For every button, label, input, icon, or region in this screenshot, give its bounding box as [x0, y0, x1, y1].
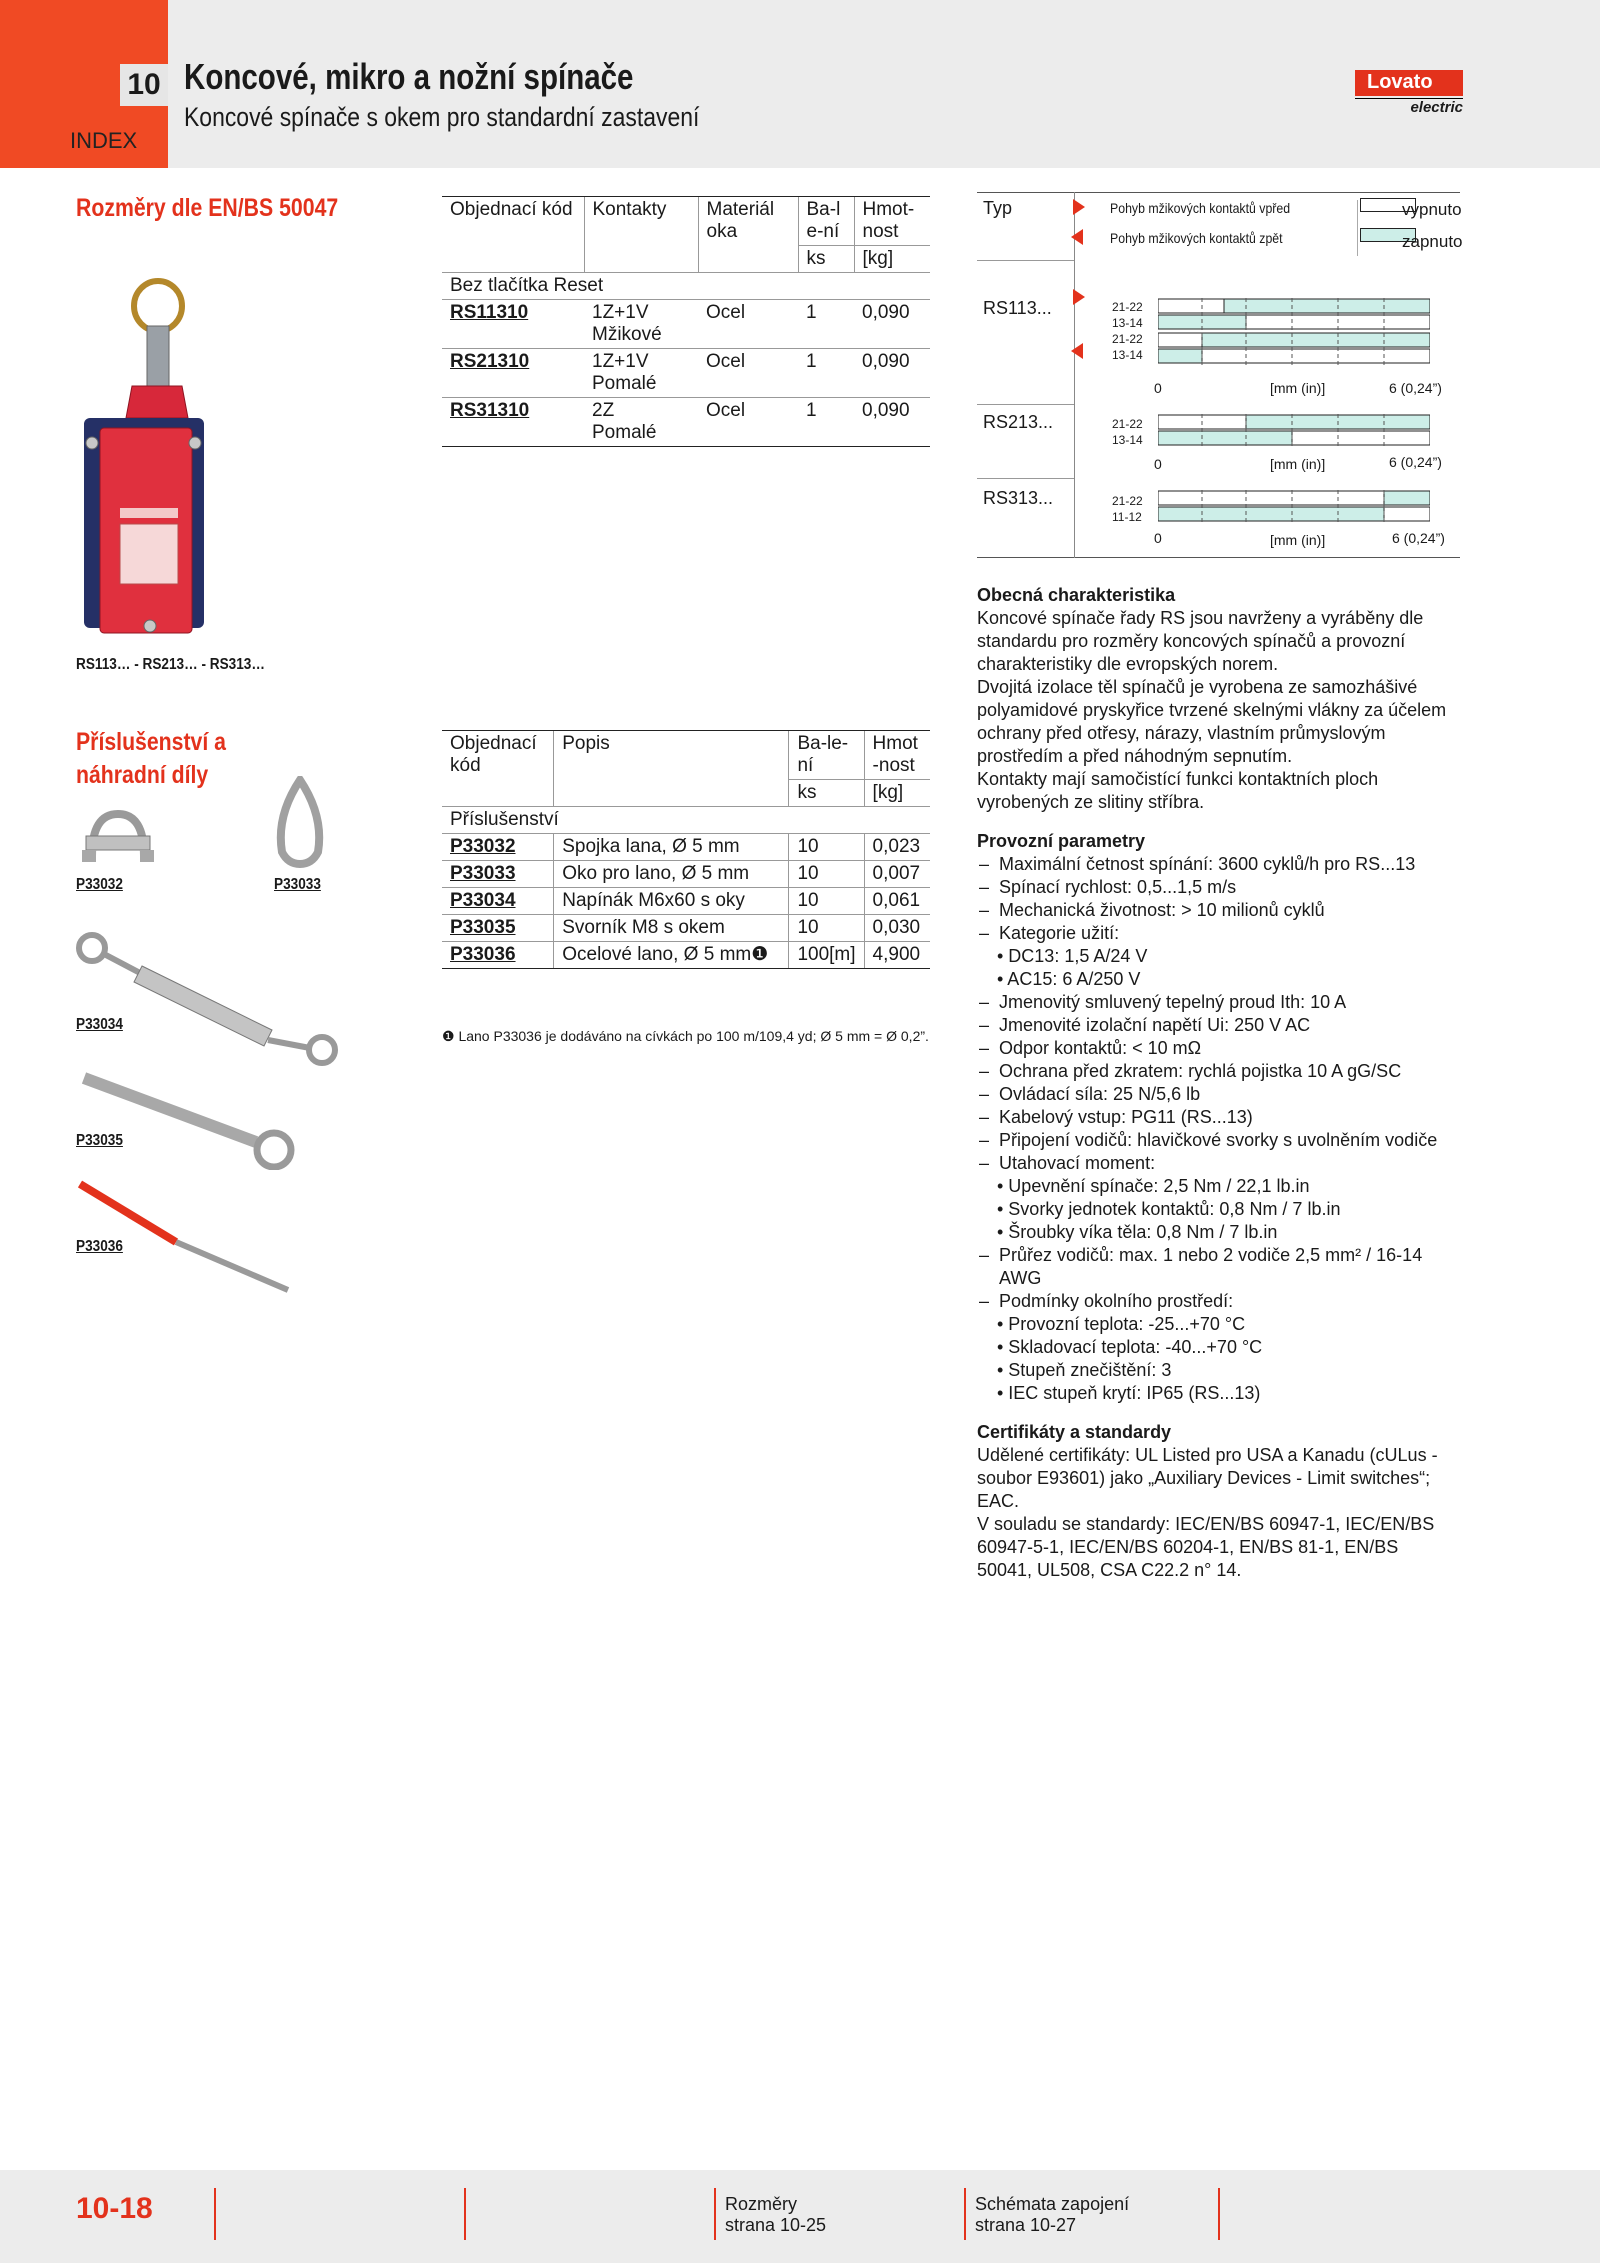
- scale-zero: 0: [1154, 456, 1162, 472]
- rope-clamp-image: [82, 806, 154, 866]
- footer-separator: [1218, 2188, 1220, 2240]
- description: Spojka lana, Ø 5 mm: [554, 834, 789, 861]
- pack: 1: [798, 398, 854, 447]
- material: Ocel: [698, 349, 798, 398]
- accessory-label-p33032[interactable]: P33032: [76, 876, 123, 893]
- contact-label: 21-22: [1112, 300, 1143, 314]
- accessories-heading-1: Příslušenství a: [76, 728, 227, 756]
- contacts-type: 1Z+1V: [592, 351, 649, 372]
- sub-item: • Šroubky víka těla: 0,8 Nm / 7 lb.in: [997, 1222, 1278, 1242]
- rs213-contact-bars: [1158, 414, 1430, 450]
- chapter-number: 10: [120, 64, 168, 106]
- contact-label: 21-22: [1112, 332, 1143, 346]
- contacts-action: Mžikové: [592, 324, 662, 345]
- footer-link-title: Rozměry: [725, 2194, 798, 2214]
- sub-item: • Provozní teplota: -25...+70 °C: [997, 1314, 1246, 1334]
- unit-pack: ks: [789, 780, 864, 807]
- lovato-logo: [1355, 70, 1463, 116]
- type-rs213: RS213...: [983, 412, 1054, 432]
- col-header-pack: Ba-le-ní: [789, 731, 864, 780]
- table-row: [442, 915, 930, 942]
- contact-label: 13-14: [1112, 348, 1143, 362]
- product-caption: RS113… - RS213… - RS313…: [76, 656, 265, 673]
- table-footnote: ❶ Lano P33036 je dodáváno na cívkách po 100 m/109,4 yd; Ø 5 mm = Ø 0,2”.: [442, 1028, 929, 1044]
- table-row: [442, 349, 930, 398]
- switching-diagram: [977, 192, 1463, 558]
- sub-item: • Skladovací teplota: -40...+70 °C: [997, 1337, 1263, 1357]
- arrow-forward-icon: [1069, 198, 1087, 216]
- order-code-link[interactable]: P33034: [450, 890, 516, 911]
- turnbuckle-image: [72, 930, 342, 1070]
- table-row: [442, 888, 930, 915]
- pack: 1: [798, 349, 854, 398]
- footer-separator: [714, 2188, 716, 2240]
- table-row: [442, 834, 930, 861]
- type-label: Typ: [983, 198, 1013, 218]
- col-header-weight: Hmot-nost: [854, 197, 930, 246]
- footer-link-title: Schémata zapojení: [975, 2194, 1130, 2214]
- material: Ocel: [698, 300, 798, 349]
- list-item: – Jmenovité izolační napětí Ui: 250 V AC: [977, 1014, 1457, 1037]
- sub-item: • Svorky jednotek kontaktů: 0,8 Nm / 7 lb.in: [997, 1199, 1341, 1219]
- arrow-back-icon: [1069, 228, 1087, 246]
- order-code-link[interactable]: P33033: [450, 863, 516, 884]
- order-code-link[interactable]: P33035: [450, 917, 516, 938]
- footer-link-page: strana 10-27: [975, 2215, 1077, 2235]
- col-header-description: Popis: [554, 731, 789, 780]
- weight: 4,900: [864, 942, 930, 969]
- pack: 100[m]: [789, 942, 864, 969]
- list-item: – Kabelový vstup: PG11 (RS...13): [977, 1106, 1457, 1129]
- diagram-column-rule: [1074, 192, 1075, 558]
- paragraph: Koncové spínače řady RS jsou navrženy a vyráběny dle standardu pro rozměry koncových spínačů a provozní charakteristiky dle evropských norem.: [977, 608, 1424, 674]
- table-row: [442, 300, 930, 349]
- order-code-link[interactable]: P33036: [450, 944, 516, 965]
- contacts-type: 1Z+1V: [592, 302, 649, 323]
- diagram-row-rule: [977, 478, 1074, 479]
- material: Ocel: [698, 398, 798, 447]
- paragraph: Dvojitá izolace těl spínačů je vyrobena ze samozhášivé polyamidové pryskyřice tvrzené skelnými vlákny za účelem ochrany před otřesy, nárazy, vlastním průmyslovým prostředím a před náhodným sepnutím.: [977, 677, 1447, 766]
- unit-pack: ks: [798, 246, 854, 273]
- scale-zero: 0: [1154, 380, 1162, 396]
- footer-separator: [464, 2188, 466, 2240]
- rs113-contact-bars: [1158, 298, 1430, 368]
- scale-unit: [mm (in)]: [1270, 456, 1326, 472]
- accessory-label-p33035[interactable]: P33035: [76, 1132, 123, 1149]
- paragraph: Kontakty mají samočistící funkci kontaktních ploch vyrobených ze slitiny stříbra.: [977, 769, 1379, 812]
- thimble-image: [272, 776, 328, 868]
- type-rs113: RS113...: [983, 298, 1052, 318]
- index-label[interactable]: INDEX: [70, 128, 138, 153]
- weight: 0,090: [854, 300, 930, 349]
- section-heading-general: Obecná charakteristika: [977, 585, 1176, 605]
- weight: 0,023: [864, 834, 930, 861]
- eye-bolt-image: [76, 1070, 306, 1170]
- table-row: [442, 398, 930, 447]
- footer-separator: [964, 2188, 966, 2240]
- order-code-link[interactable]: RS31310: [450, 400, 530, 421]
- paragraph: Udělené certifikáty: UL Listed pro USA a Kanadu (cULus - soubor E93601) jako „Auxiliary Devices - Limit switches“; EAC.: [977, 1445, 1438, 1511]
- col-header-weight: Hmot-nost: [864, 731, 930, 780]
- weight: 0,030: [864, 915, 930, 942]
- group-label: Příslušenství: [442, 807, 930, 834]
- paragraph: V souladu se standardy: IEC/EN/BS 60947-1, IEC/EN/BS 60947-5-1, IEC/EN/BS 60204-1, EN/BS 81-1, EN/BS 50041, UL508, CSA C22.2 n° 14.: [977, 1514, 1435, 1580]
- diagram-row-rule: [977, 404, 1074, 405]
- legend-off: vypnuto: [1402, 200, 1462, 219]
- col-header-pack: Ba-le-ní: [798, 197, 854, 246]
- table-row: [442, 861, 930, 888]
- col-header-contacts: Kontakty: [584, 197, 698, 246]
- weight: 0,090: [854, 349, 930, 398]
- section-heading-certificates: Certifikáty a standardy: [977, 1422, 1172, 1442]
- type-rs313: RS313...: [983, 488, 1054, 508]
- list-item: – Ovládací síla: 25 N/5,6 lb: [977, 1083, 1457, 1106]
- sub-item: • Upevnění spínače: 2,5 Nm / 22,1 lb.in: [997, 1176, 1310, 1196]
- list-item: – Utahovací moment:: [977, 1152, 1457, 1175]
- list-item: – Spínací rychlost: 0,5...1,5 m/s: [977, 876, 1457, 899]
- sub-item: • AC15: 6 A/250 V: [997, 969, 1141, 989]
- legend-divider: [1357, 200, 1358, 256]
- col-header-order-code: Objednací kód: [442, 197, 584, 246]
- table-row: [442, 942, 930, 969]
- list-item: – Mechanická životnost: > 10 milionů cyklů: [977, 899, 1457, 922]
- list-item: – Odpor kontaktů: < 10 mΩ: [977, 1037, 1457, 1060]
- unit-weight: [kg]: [854, 246, 930, 273]
- pack: 10: [789, 888, 864, 915]
- footer-link-dimensions[interactable]: [725, 2194, 826, 2236]
- weight: 0,007: [864, 861, 930, 888]
- description: Oko pro lano, Ø 5 mm: [554, 861, 789, 888]
- contact-label: 21-22: [1112, 494, 1143, 508]
- description: Napínák M6x60 s oky: [554, 888, 789, 915]
- contacts-action: Pomalé: [592, 373, 657, 394]
- page-number: 10-18: [76, 2192, 153, 2225]
- scale-zero: 0: [1154, 530, 1162, 546]
- group-label: Bez tlačítka Reset: [442, 273, 930, 300]
- list-item: – Kategorie užití:: [977, 922, 1457, 945]
- order-code-link[interactable]: RS21310: [450, 351, 530, 372]
- section-heading-operating: Provozní parametry: [977, 831, 1146, 851]
- legend-forward: Pohyb mžikových kontaktů vpřed: [1110, 200, 1291, 216]
- pack: 10: [789, 915, 864, 942]
- diagram-bottom-rule: [977, 557, 1460, 558]
- footer-separator: [214, 2188, 216, 2240]
- scale-max: 6 (0,24”): [1389, 380, 1442, 396]
- unit-weight: [kg]: [864, 780, 930, 807]
- sub-item: • DC13: 1,5 A/24 V: [997, 946, 1148, 966]
- list-item: – Ochrana před zkratem: rychlá pojistka 10 A gG/SC: [977, 1060, 1457, 1083]
- page-subtitle: Koncové spínače s okem pro standardní zastavení: [184, 102, 700, 132]
- list-item: – Připojení vodičů: hlavičkové svorky s uvolněním vodiče: [977, 1129, 1457, 1152]
- contacts-action: Pomalé: [592, 422, 657, 443]
- dimensions-heading: Rozměry dle EN/BS 50047: [76, 194, 339, 222]
- description: Ocelové lano, Ø 5 mm❶: [554, 942, 789, 969]
- logo-top-text: Lovato: [1355, 70, 1463, 96]
- accessory-label-p33034[interactable]: P33034: [76, 1016, 123, 1033]
- col-header-material: Materiál oka: [698, 197, 798, 246]
- legend-back: Pohyb mžikových kontaktů zpět: [1110, 230, 1283, 246]
- limit-switch-image: [70, 278, 210, 648]
- order-code-link[interactable]: P33032: [450, 836, 516, 857]
- weight: 0,061: [864, 888, 930, 915]
- pack: 1: [798, 300, 854, 349]
- arrow-back-icon: [1069, 342, 1087, 360]
- page-title: Koncové, mikro a nožní spínače: [184, 56, 634, 97]
- sub-item: • Stupeň znečištění: 3: [997, 1360, 1172, 1380]
- accessory-label-p33033[interactable]: P33033: [274, 876, 321, 893]
- list-item: – Průřez vodičů: max. 1 nebo 2 vodiče 2,5 mm² / 16-14 AWG: [977, 1244, 1457, 1290]
- diagram-header-rule: [977, 260, 1074, 261]
- scale-unit: [mm (in)]: [1270, 532, 1326, 548]
- legend-on: zapnuto: [1402, 232, 1463, 251]
- scale-unit: [mm (in)]: [1270, 380, 1326, 396]
- footer-link-page: strana 10-25: [725, 2215, 827, 2235]
- accessory-label-p33036[interactable]: P33036: [76, 1238, 123, 1255]
- accessories-heading-2: náhradní díly: [76, 761, 209, 789]
- accessories-order-table: [442, 730, 930, 969]
- logo-bottom-text: electric: [1355, 98, 1463, 116]
- list-item: – Jmenovitý smluvený tepelný proud Ith: 10 A: [977, 991, 1457, 1014]
- footer-link-wiring[interactable]: [975, 2194, 1129, 2236]
- sub-item: • IEC stupeň krytí: IP65 (RS...13): [997, 1383, 1261, 1403]
- switch-order-table: [442, 196, 930, 447]
- scale-max: 6 (0,24”): [1389, 454, 1442, 470]
- order-code-link[interactable]: RS11310: [450, 302, 529, 323]
- weight: 0,090: [854, 398, 930, 447]
- contact-label: 13-14: [1112, 433, 1143, 447]
- pack: 10: [789, 834, 864, 861]
- general-characteristics: [977, 584, 1457, 1582]
- contact-label: 21-22: [1112, 417, 1143, 431]
- contacts-type: 2Z: [592, 400, 615, 421]
- arrow-forward-icon: [1069, 288, 1087, 306]
- pack: 10: [789, 861, 864, 888]
- rs313-contact-bars: [1158, 490, 1430, 526]
- description: Svorník M8 s okem: [554, 915, 789, 942]
- contact-label: 13-14: [1112, 316, 1143, 330]
- list-item: – Maximální četnost spínání: 3600 cyklů/h pro RS...13: [977, 853, 1457, 876]
- scale-max: 6 (0,24”): [1392, 530, 1445, 546]
- list-item: – Podmínky okolního prostředí:: [977, 1290, 1457, 1313]
- contact-label: 11-12: [1112, 510, 1142, 524]
- col-header-order-code: Objednací kód: [442, 731, 554, 780]
- diagram-top-rule: [977, 192, 1460, 193]
